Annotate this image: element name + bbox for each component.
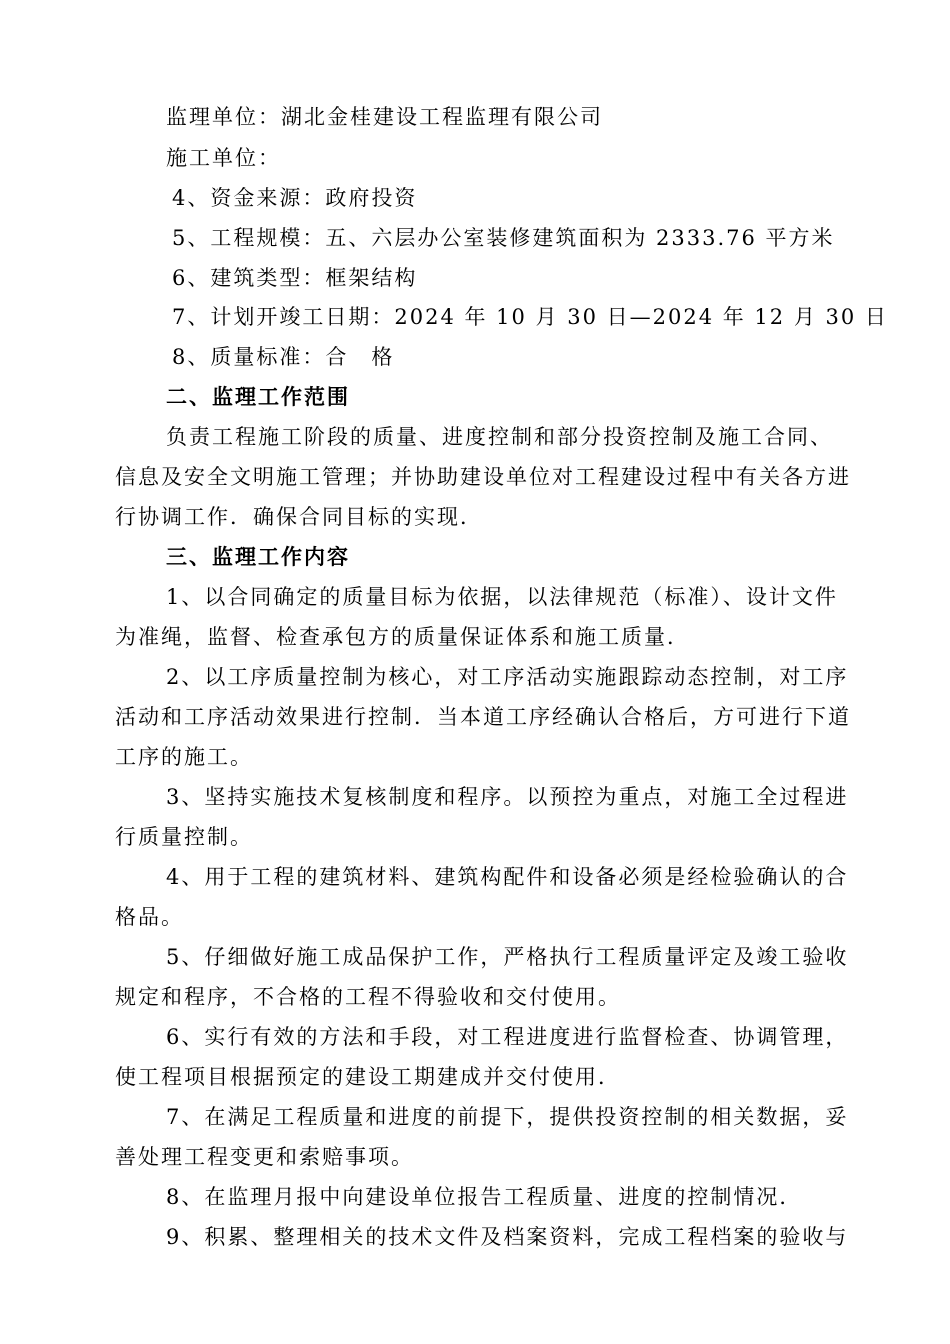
funding-source-line: 4、资金来源：政府投资 xyxy=(172,186,418,210)
section-2-para-line: 信息及安全文明施工管理；并协助建设单位对工程建设过程中有关各方进 xyxy=(115,465,851,489)
section-3-item-line: 使工程项目根据预定的建设工期建成并交付使用． xyxy=(115,1065,621,1089)
schedule-line: 7、计划开竣工日期：2024 年 10 月 30 日—2024 年 12 月 30 日 xyxy=(172,305,888,329)
construction-unit-line: 施工单位： xyxy=(166,146,281,170)
section-3-item-line: 善处理工程变更和索赔事项。 xyxy=(115,1145,414,1169)
quality-standard-line: 8、质量标准：合 格 xyxy=(172,345,395,369)
section-3-item-line: 7、在满足工程质量和进度的前提下，提供投资控制的相关数据，妥 xyxy=(166,1105,849,1129)
supervision-unit-line: 监理单位：湖北金桂建设工程监理有限公司 xyxy=(166,105,603,129)
project-scale-line: 5、工程规模：五、六层办公室装修建筑面积为 2333.76 平方米 xyxy=(172,226,835,250)
section-3-heading: 三、监理工作内容 xyxy=(166,544,350,569)
section-3-item-line: 规定和程序，不合格的工程不得验收和交付使用。 xyxy=(115,985,621,1009)
section-3-item-line: 9、积累、整理相关的技术文件及档案资料，完成工程档案的验收与 xyxy=(166,1225,849,1249)
section-3-item-line: 1、以合同确定的质量目标为依据，以法律规范（标准）、设计文件 xyxy=(166,585,838,609)
section-3-item-line: 2、以工序质量控制为核心，对工序活动实施跟踪动态控制，对工序 xyxy=(166,665,849,689)
section-3-item-line: 为准绳，监督、检查承包方的质量保证体系和施工质量． xyxy=(115,625,690,649)
section-3-item-line: 工序的施工。 xyxy=(115,745,253,769)
section-3-item-line: 6、实行有效的方法和手段，对工程进度进行监督检查、协调管理， xyxy=(166,1025,849,1049)
section-3-item-line: 4、用于工程的建筑材料、建筑构配件和设备必须是经检验确认的合 xyxy=(166,865,849,889)
section-3-item-line: 8、在监理月报中向建设单位报告工程质量、进度的控制情况． xyxy=(166,1185,803,1209)
section-3-item-line: 3、坚持实施技术复核制度和程序。以预控为重点，对施工全过程进 xyxy=(166,785,849,809)
section-2-para-line: 负责工程施工阶段的质量、进度控制和部分投资控制及施工合同、 xyxy=(166,425,833,449)
section-3-item-line: 格品。 xyxy=(115,905,184,929)
section-3-item-line: 行质量控制。 xyxy=(115,825,253,849)
section-2-heading: 二、监理工作范围 xyxy=(166,384,350,409)
building-type-line: 6、建筑类型：框架结构 xyxy=(172,266,418,290)
section-2-para-line: 行协调工作．确保合同目标的实现． xyxy=(115,505,483,529)
section-3-item-line: 5、仔细做好施工成品保护工作，严格执行工程质量评定及竣工验收 xyxy=(166,945,849,969)
section-3-item-line: 活动和工序活动效果进行控制．当本道工序经确认合格后，方可进行下道 xyxy=(115,705,851,729)
